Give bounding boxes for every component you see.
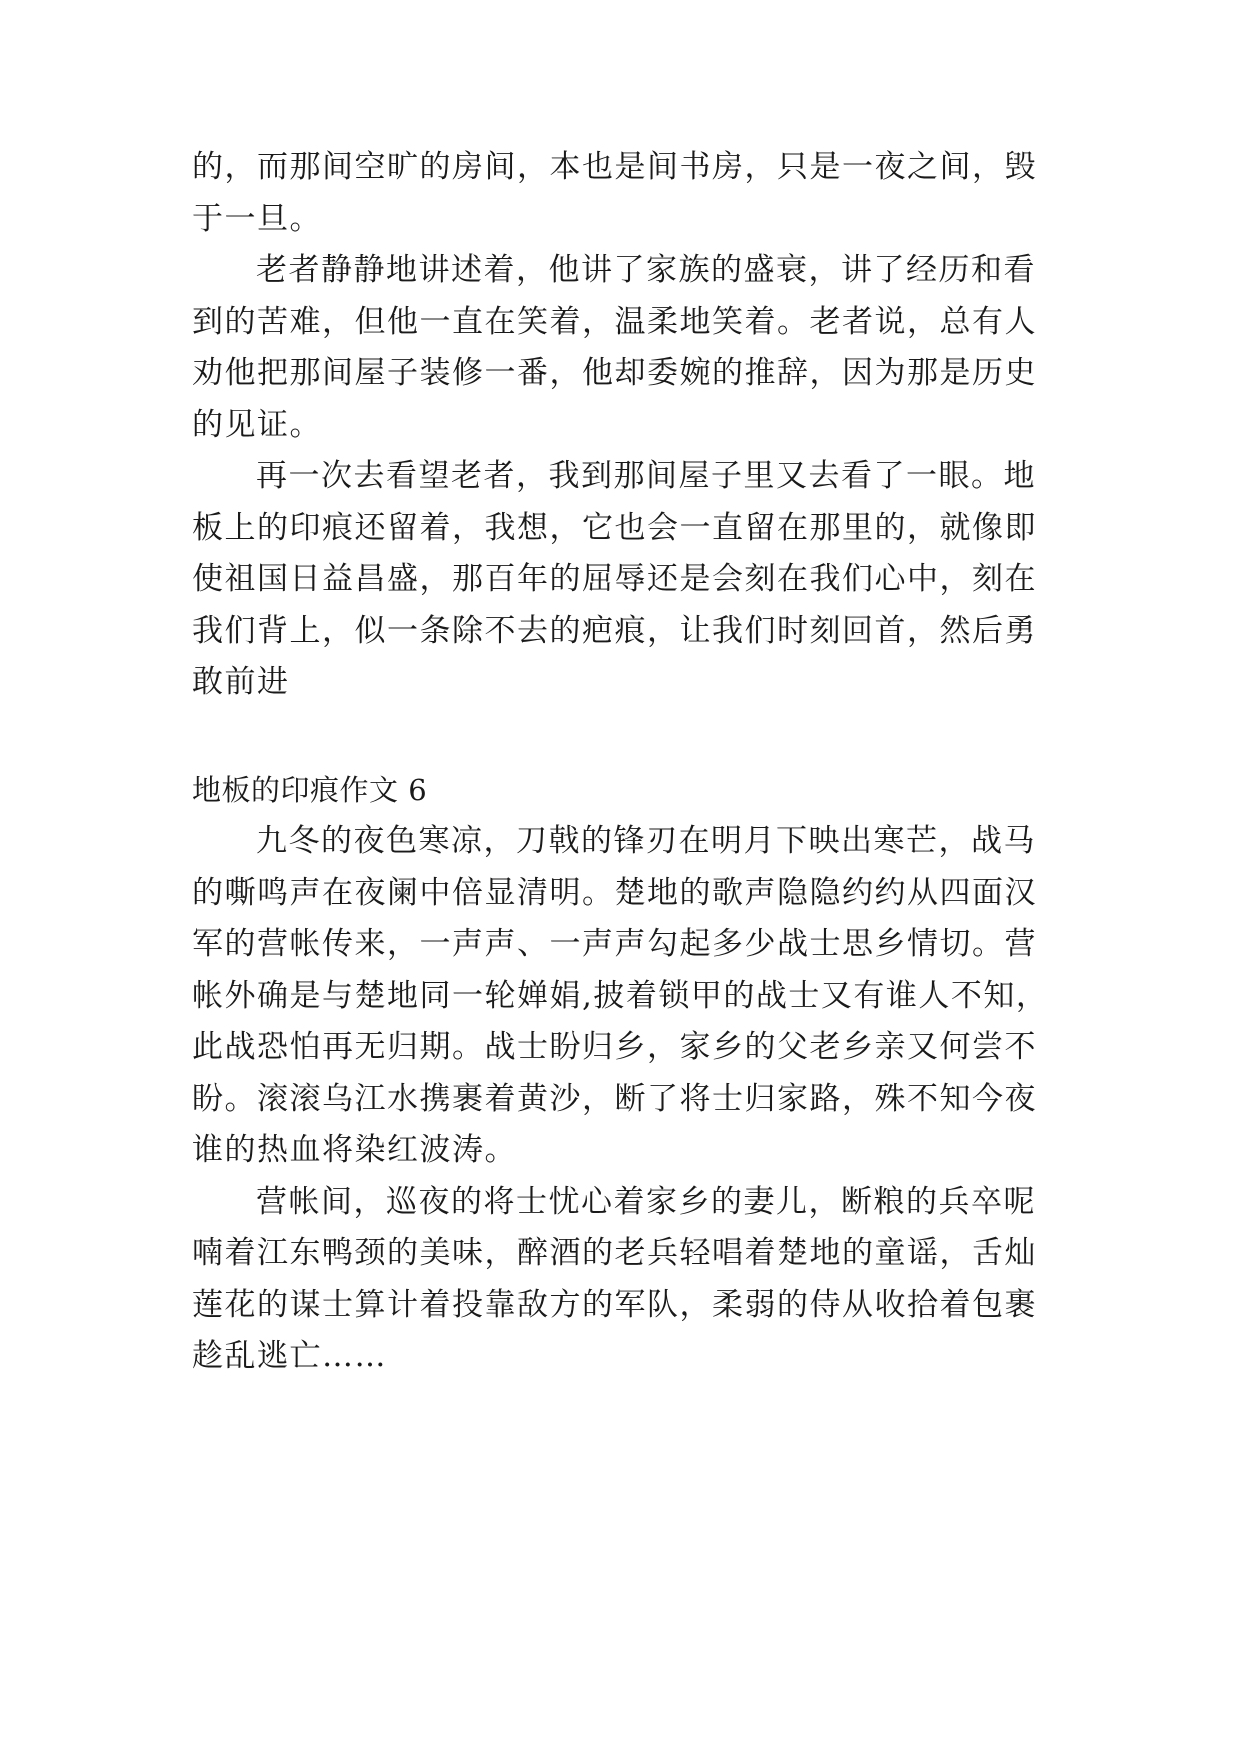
text-line: 谁的热血将染红波涛。 (192, 1132, 517, 1168)
text-line: 的，而那间空旷的房间，本也是间书房，只是一夜之间，毁 (192, 149, 1037, 185)
section-heading: 地板的印痕作文 6 (192, 773, 428, 807)
text-line: 使祖国日益昌盛，那百年的屈辱还是会刻在我们心中，刻在 (192, 561, 1037, 597)
paragraph-first-line: 营帐间，巡夜的将士忧心着家乡的妻儿，断粮的兵卒呢 (256, 1184, 1036, 1220)
text-line: 我们背上，似一条除不去的疤痕，让我们时刻回首，然后勇 (192, 613, 1037, 649)
text-line: 于一旦。 (192, 201, 322, 237)
text-line: 喃着江东鸭颈的美味，醉酒的老兵轻唱着楚地的童谣，舌灿 (192, 1235, 1037, 1271)
text-line: 莲花的谋士算计着投靠敌方的军队，柔弱的侍从收拾着包裹 (192, 1287, 1037, 1323)
paragraph-first-line: 九冬的夜色寒凉，刀戟的锋刃在明月下映出寒芒，战马 (256, 823, 1036, 859)
text-line: 板上的印痕还留着，我想，它也会一直留在那里的，就像即 (192, 510, 1037, 546)
text-line: 的见证。 (192, 407, 322, 443)
text-line: 敢前进 (192, 664, 290, 700)
text-line: 趁乱逃亡…… (192, 1338, 387, 1374)
text-line: 劝他把那间屋子装修一番，他却委婉的推辞，因为那是历史 (192, 355, 1037, 391)
text-line: 帐外确是与楚地同一轮婵娟,披着锁甲的战士又有谁人不知， (192, 978, 1049, 1014)
text-line: 到的苦难，但他一直在笑着，温柔地笑着。老者说，总有人 (192, 304, 1037, 340)
paragraph-first-line: 老者静静地讲述着，他讲了家族的盛衰，讲了经历和看 (256, 252, 1036, 288)
text-line: 此战恐怕再无归期。战士盼归乡，家乡的父老乡亲又何尝不 (192, 1029, 1037, 1065)
text-line: 盼。滚滚乌江水携裹着黄沙，断了将士归家路，殊不知今夜 (192, 1081, 1037, 1117)
text-line: 的嘶鸣声在夜阑中倍显清明。楚地的歌声隐隐约约从四面汉 (192, 875, 1037, 911)
text-line: 军的营帐传来，一声声、一声声勾起多少战士思乡情切。营 (192, 926, 1037, 962)
paragraph-first-line: 再一次去看望老者，我到那间屋子里又去看了一眼。地 (256, 458, 1036, 494)
